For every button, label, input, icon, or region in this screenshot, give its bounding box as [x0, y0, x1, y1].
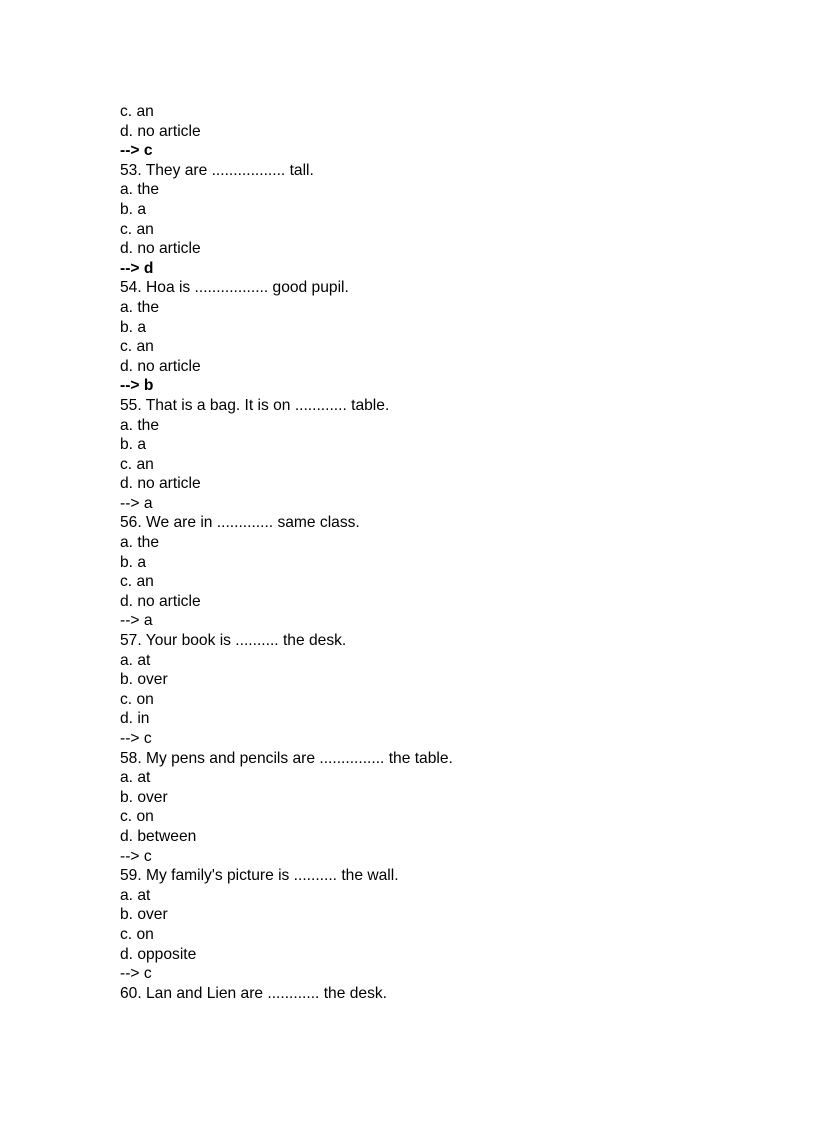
question-line: 54. Hoa is ................. good pupil.	[120, 279, 349, 297]
question-line: 55. That is a bag. It is on ............ table.	[120, 396, 390, 414]
document-page	[120, 102, 780, 1003]
option-line: d. in	[120, 710, 150, 728]
question-line: 60. Lan and Lien are ............ the desk.	[120, 984, 387, 1002]
option-line: b. over	[120, 906, 168, 924]
option-line: b. a	[120, 318, 147, 336]
option-line: d. no article	[120, 240, 201, 258]
answer-line: --> a	[120, 612, 153, 630]
option-line: c. an	[120, 220, 154, 238]
option-line: d. opposite	[120, 945, 197, 963]
option-line: a. the	[120, 298, 160, 316]
option-line: a. at	[120, 769, 151, 787]
option-line: d. no article	[120, 357, 201, 375]
answer-line: --> b	[120, 377, 154, 395]
option-line: a. at	[120, 886, 151, 904]
option-line: b. a	[120, 200, 147, 218]
option-line: d. between	[120, 827, 197, 845]
question-line: 59. My family's picture is .......... the wall.	[120, 867, 399, 885]
option-line: d. no article	[120, 592, 201, 610]
option-line: a. at	[120, 651, 151, 669]
option-line: c. an	[120, 455, 154, 473]
option-line: a. the	[120, 181, 160, 199]
option-line: d. no article	[120, 475, 201, 493]
option-line: c. an	[120, 573, 154, 591]
answer-line: --> c	[120, 142, 153, 160]
option-line: a. the	[120, 534, 160, 552]
option-line: c. on	[120, 808, 154, 826]
option-line: c. an	[120, 338, 154, 356]
answer-line: --> a	[120, 494, 153, 512]
option-line: c. on	[120, 690, 154, 708]
option-line: b. over	[120, 788, 168, 806]
option-line: b. a	[120, 436, 147, 454]
option-line: a. the	[120, 416, 160, 434]
question-line: 58. My pens and pencils are ............... the table.	[120, 749, 453, 767]
option-line: c. an	[120, 103, 154, 120]
option-line: c. on	[120, 925, 154, 943]
question-line: 57. Your book is .......... the desk.	[120, 632, 347, 650]
answer-line: --> d	[120, 259, 154, 277]
answer-line: --> c	[120, 965, 152, 983]
answer-line: --> c	[120, 730, 152, 747]
question-line: 56. We are in ............. same class.	[120, 514, 360, 532]
question-line: 53. They are ................. tall.	[120, 161, 314, 179]
option-line: b. a	[120, 553, 147, 571]
option-line: b. over	[120, 671, 168, 689]
answer-line: --> c	[120, 847, 152, 865]
option-line: d. no article	[120, 122, 201, 140]
